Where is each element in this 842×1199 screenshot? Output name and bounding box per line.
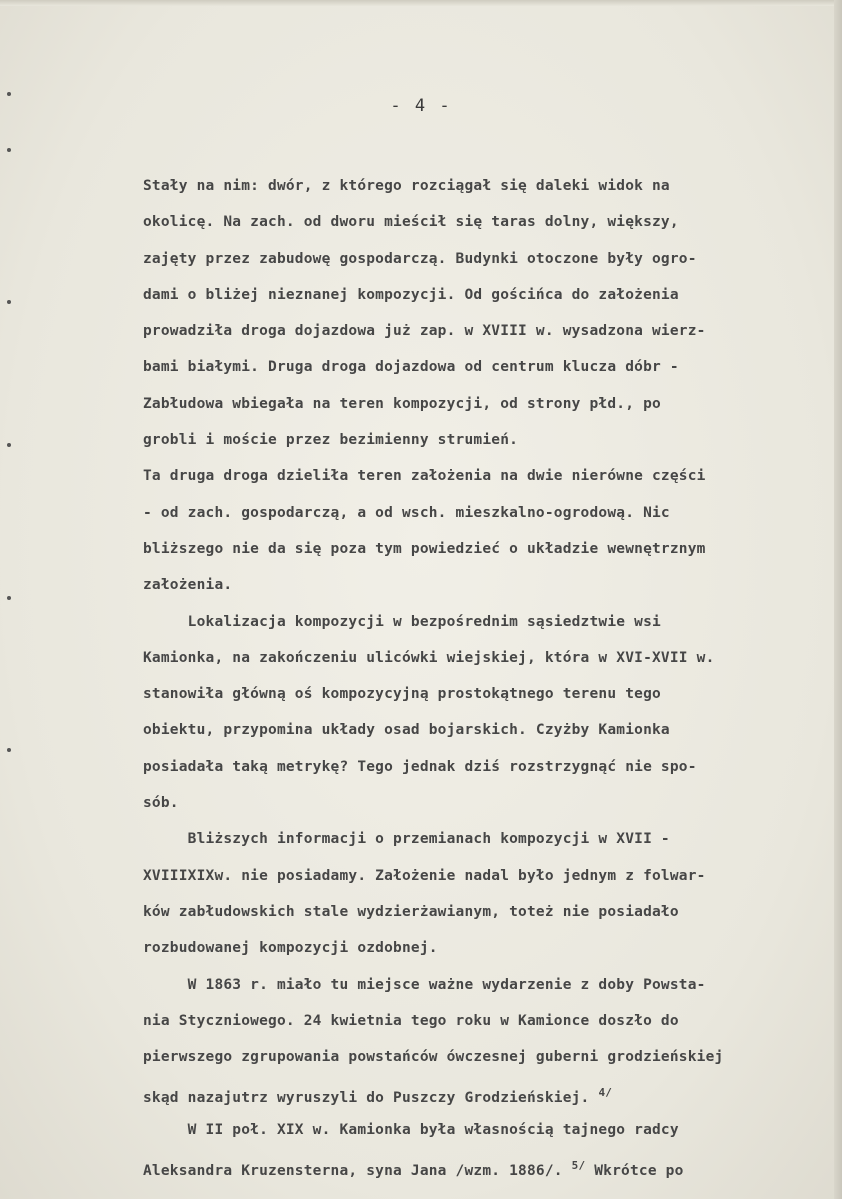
text-line: pierwszego zgrupowania powstańców ówczesnej guberni grodzieńskiej	[143, 1049, 724, 1066]
text-line: okolicę. Na zach. od dworu mieścił się taras dolny, większy,	[143, 214, 679, 231]
page-number-text: - 4 -	[390, 96, 452, 116]
page-right-edge	[834, 0, 842, 1199]
text-line: prowadziła droga dojazdowa już zap. w XVIII w. wysadzona wierz-	[143, 323, 706, 340]
footnote-marker: 5/	[571, 1159, 586, 1173]
punch-mark	[7, 748, 11, 752]
text-line: Ta druga droga dzieliła teren założenia na dwie nierówne części	[143, 468, 706, 485]
text-line: - od zach. gospodarczą, a od wsch. mieszkalno-ogrodową. Nic	[143, 504, 670, 521]
body-text	[143, 168, 823, 1184]
punch-mark	[7, 148, 11, 152]
text-line: bami białymi. Druga droga dojazdowa od centrum klucza dóbr -	[143, 359, 679, 376]
footnote-marker: 4/	[598, 1086, 613, 1100]
text-line: ków zabłudowskich stale wydzierżawianym, toteż nie posiadało	[143, 903, 679, 920]
text-line	[143, 1075, 823, 1111]
page-number	[0, 96, 842, 116]
text-line: założenia.	[143, 577, 233, 594]
text-line: Zabłudowa wbiegała na teren kompozycji, od strony płd., po	[143, 395, 661, 412]
text-line: W 1863 r. miało tu miejsce ważne wydarzenie z doby Powsta-	[143, 976, 706, 993]
text-line: Lokalizacja kompozycji w bezpośrednim sąsiedztwie wsi	[143, 613, 661, 630]
punch-mark	[7, 300, 11, 304]
text-line-content: skąd nazajutrz wyruszyli do Puszczy Grodzieńskiej.	[143, 1090, 590, 1107]
text-line: posiadała taką metrykę? Tego jednak dziś rozstrzygnąć nie spo-	[143, 758, 697, 775]
text-line: dami o bliżej nieznanej kompozycji. Od gościńca do założenia	[143, 286, 679, 303]
text-line: W II poł. XIX w. Kamionka była własnością tajnego radcy	[143, 1121, 679, 1138]
text-line	[143, 1148, 823, 1184]
text-line: nia Styczniowego. 24 kwietnia tego roku w Kamionce doszło do	[143, 1012, 679, 1029]
text-line: Kamionka, na zakończeniu ulicówki wiejskiej, która w XVI-XVII w.	[143, 649, 715, 666]
punch-mark	[7, 443, 11, 447]
text-line: bliższego nie da się poza tym powiedzieć o układzie wewnętrznym	[143, 540, 706, 557]
page-top-edge	[0, 0, 842, 6]
text-line: stanowiła główną oś kompozycyjną prostokątnego terenu tego	[143, 686, 661, 703]
text-line: zajęty przez zabudowę gospodarczą. Budynki otoczone były ogro-	[143, 250, 697, 267]
text-line: sób.	[143, 795, 179, 812]
text-line: Stały na nim: dwór, z którego rozciągał się daleki widok na	[143, 178, 670, 194]
text-line: obiektu, przypomina układy osad bojarskich. Czyżby Kamionka	[143, 722, 670, 739]
text-line: rozbudowanej kompozycji ozdobnej.	[143, 940, 438, 957]
text-line: Bliższych informacji o przemianach kompozycji w XVII -	[143, 831, 670, 848]
text-line: grobli i moście przez bezimienny strumień.	[143, 432, 519, 449]
punch-mark	[7, 596, 11, 600]
text-line-content: Aleksandra Kruzensterna, syna Jana /wzm. 1886/.	[143, 1163, 563, 1180]
text-line-tail: Wkrótce po	[594, 1163, 684, 1180]
text-line: XVIIIXIXw. nie posiadamy. Założenie nadal było jednym z folwar-	[143, 867, 706, 884]
